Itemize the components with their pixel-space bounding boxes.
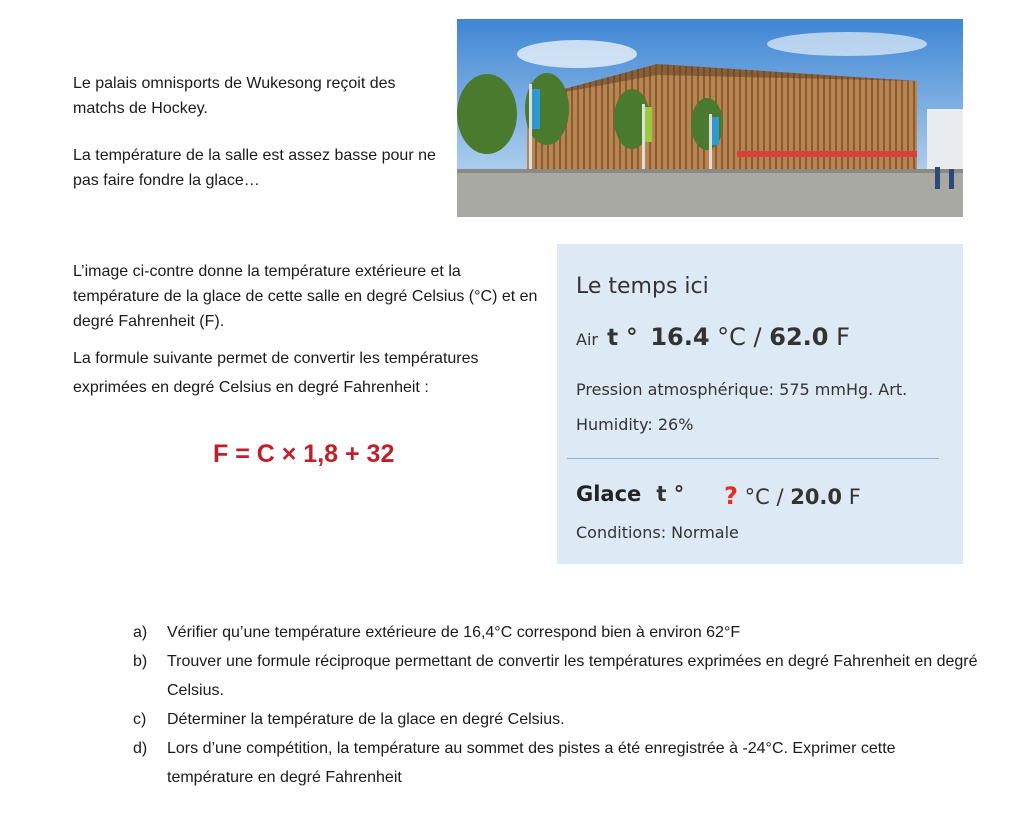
conversion-formula: F = C × 1,8 + 32 (213, 440, 395, 468)
arena-photo (457, 19, 963, 217)
question-letter: c) (133, 711, 147, 728)
question-text: Déterminer la température de la glace en degré Celsius. (167, 711, 565, 728)
weather-widget (557, 244, 963, 564)
pressure-text: Pression atmosphérique: 575 mmHg. Art. (576, 380, 908, 399)
question-item (133, 705, 983, 734)
weather-title: Le temps ici (576, 274, 709, 299)
intro-paragraph-1: Le palais omnisports de Wukesong reçoit des matchs de Hockey. (73, 75, 396, 117)
question-text: Lors d’une compétition, la température au sommet des pistes a été enregistrée à -24°C. Exprimer cette température en degré Fahrenheit (167, 740, 896, 786)
unknown-celsius-mark: ? (724, 482, 738, 510)
ice-separator: °C / (744, 485, 791, 509)
ice-fahrenheit: 20.0 (790, 485, 843, 509)
question-letter: d) (133, 740, 148, 757)
plaza-ground (457, 169, 963, 217)
conditions-text: Conditions: Normale (576, 523, 739, 542)
air-fahrenheit: 62.0 (769, 323, 829, 351)
intro-paragraph-2: La température de la salle est assez basse pour ne pas faire fondre la glace… (73, 147, 436, 189)
intro-text (73, 71, 443, 215)
question-letter: a) (133, 624, 148, 641)
question-list (133, 618, 983, 792)
question-letter: b) (133, 653, 148, 670)
ice-t-label: t ° (656, 482, 685, 506)
question-text: Trouver une formule réciproque permettant de convertir les températures exprimées en degré Fahrenheit en degré Celsius. (167, 653, 978, 699)
humidity-text: Humidity: 26% (576, 415, 694, 434)
description-text (73, 259, 543, 412)
arena-illustration (457, 19, 963, 217)
air-t-label: t ° (607, 325, 638, 351)
question-item (133, 734, 983, 792)
air-temperature-value (643, 323, 850, 351)
question-text: Vérifier qu’une température extérieure de 16,4°C correspond bien à environ 62°F (167, 624, 741, 641)
widget-divider (567, 458, 939, 459)
question-item (133, 618, 983, 647)
ice-label: Glace (576, 482, 642, 506)
ice-temperature-row (576, 482, 861, 510)
air-f-unit: F (836, 323, 850, 351)
question-item (133, 647, 983, 705)
air-temperature-row (576, 323, 850, 351)
description-paragraph-1: L’image ci-contre donne la température extérieure et la température de la glace de cette salle en degré Celsius (°C) et en degré Fahrenheit (F). (73, 263, 538, 330)
air-separator: °C / (717, 323, 770, 351)
description-paragraph-2: La formule suivante permet de convertir les températures exprimées en degré Celsius en degré Fahrenheit : (73, 350, 479, 396)
air-celsius: 16.4 (650, 323, 710, 351)
ice-f-unit: F (848, 485, 861, 509)
air-label: Air (576, 330, 598, 349)
ice-temperature-value (724, 482, 861, 510)
